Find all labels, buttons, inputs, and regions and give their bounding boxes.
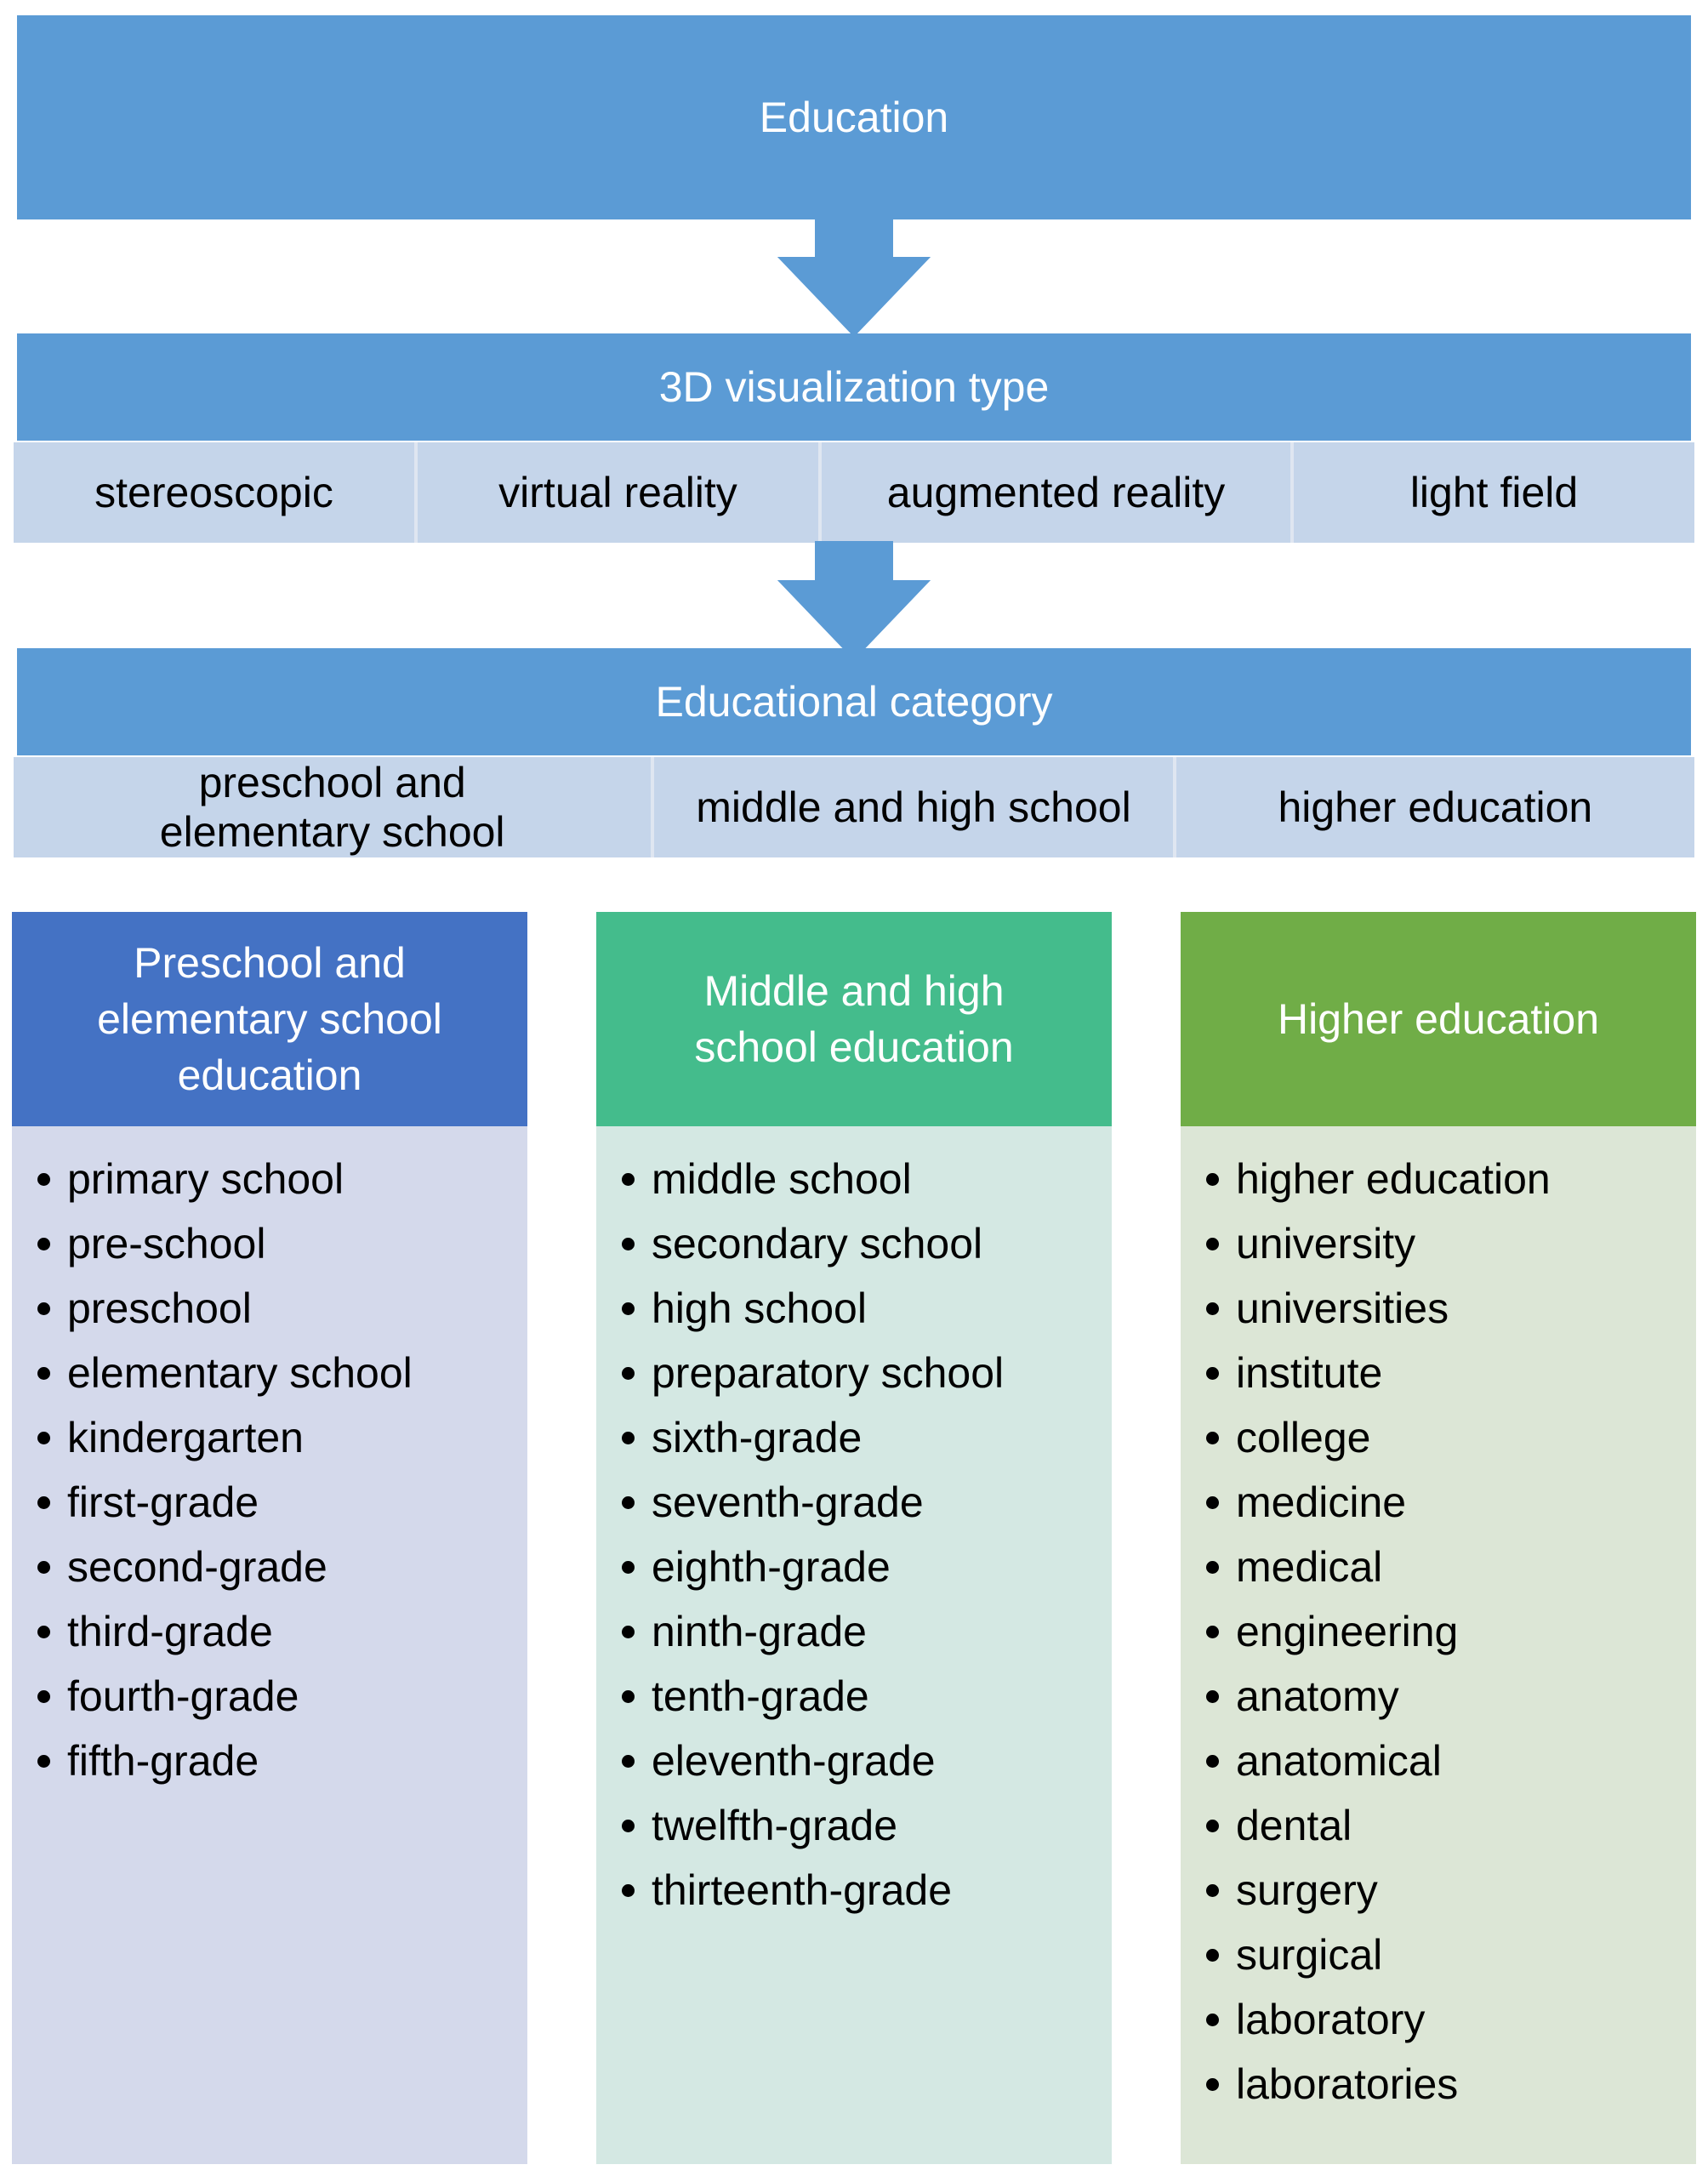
keyword: surgical [1236,1931,1383,1979]
keyword: second-grade [67,1543,327,1591]
list-item [1206,1664,1696,1729]
keyword: primary school [67,1155,344,1203]
bullet-icon [1206,1884,1219,1897]
keyword: seventh-grade [652,1478,924,1526]
keyword: twelfth-grade [652,1802,898,1849]
list-item [1206,1276,1696,1341]
keyword: eleventh-grade [652,1737,936,1785]
education-band [17,15,1691,219]
keyword: first-grade [67,1478,259,1526]
list-item [37,1599,527,1664]
list-item [622,1793,1112,1858]
keyword: engineering [1236,1608,1459,1655]
preschool-column-header [12,912,527,1126]
list-item [622,1535,1112,1599]
educational-category-text: middle and high school [696,783,1131,831]
keyword: universities [1236,1285,1449,1332]
keyword: eighth-grade [652,1543,891,1591]
list-item [622,1341,1112,1405]
visualization-type-text: stereoscopic [94,469,333,516]
keyword: laboratory [1236,1996,1426,2043]
list-item [1206,2052,1696,2116]
list-item [622,1729,1112,1793]
preschool-column-body [12,1126,527,2164]
keyword: tenth-grade [652,1672,869,1720]
bullet-icon [622,1626,635,1638]
down-arrow-icon [777,218,931,345]
list-item [37,1211,527,1276]
keyword-list [622,1147,1112,1923]
keyword: medicine [1236,1478,1407,1526]
higher-education-column [1181,912,1696,2164]
bullet-icon [622,1302,635,1315]
keyword: thirteenth-grade [652,1866,953,1914]
list-item [37,1341,527,1405]
educational-category-text: higher education [1278,783,1593,831]
keyword: fifth-grade [67,1737,259,1785]
list-item [622,1664,1112,1729]
bullet-icon [37,1367,50,1380]
keyword-list [1206,1147,1696,2116]
list-item [37,1147,527,1211]
bullet-icon [37,1496,50,1509]
educational-category-cell [654,757,1172,857]
bullet-icon [622,1690,635,1703]
bullet-icon [1206,2014,1219,2026]
list-item [622,1470,1112,1535]
bullet-icon [37,1432,50,1444]
bullet-icon [1206,1496,1219,1509]
bullet-icon [37,1302,50,1315]
bullet-icon [1206,2078,1219,2091]
visualization-type-cell [14,442,414,543]
keyword: anatomy [1236,1672,1399,1720]
bullet-icon [622,1496,635,1509]
keyword: high school [652,1285,867,1332]
list-item [622,1405,1112,1470]
educational-category-row [14,757,1694,857]
visualization-type-row [14,442,1694,543]
list-item [37,1276,527,1341]
keyword: kindergarten [67,1414,304,1461]
visualization-type-band [17,333,1691,441]
keyword: dental [1236,1802,1352,1849]
bullet-icon [622,1884,635,1897]
visualization-type-text: augmented reality [886,469,1226,516]
visualization-type-cell [418,442,818,543]
keyword: fourth-grade [67,1672,299,1720]
list-item [37,1405,527,1470]
bullet-icon [622,1755,635,1768]
bullet-icon [1206,1755,1219,1768]
bullet-icon [622,1367,635,1380]
bullet-icon [1206,1367,1219,1380]
bullet-icon [622,1432,635,1444]
bullet-icon [1206,1561,1219,1574]
keyword: secondary school [652,1220,983,1267]
list-item [1206,1211,1696,1276]
keyword: university [1236,1220,1416,1267]
list-item [622,1599,1112,1664]
bullet-icon [1206,1432,1219,1444]
list-item [1206,1923,1696,1987]
keyword: laboratories [1236,2060,1459,2108]
visualization-type-text: virtual reality [498,469,737,516]
keyword: elementary school [67,1349,413,1397]
list-item [622,1147,1112,1211]
keyword: college [1236,1414,1371,1461]
list-item [37,1535,527,1599]
bullet-icon [1206,1690,1219,1703]
higher-education-column-body [1181,1126,1696,2164]
bullet-icon [37,1173,50,1186]
visualization-type-cell [1294,442,1694,543]
visualization-type-cell [822,442,1290,543]
bullet-icon [37,1238,50,1250]
bullet-icon [1206,1820,1219,1832]
bullet-icon [1206,1626,1219,1638]
educational-category-cell [14,757,651,857]
educational-category-label: Educational category [655,678,1053,726]
list-item [1206,1535,1696,1599]
bullet-icon [1206,1173,1219,1186]
educational-category-cell [1176,757,1694,857]
keyword: pre-school [67,1220,266,1267]
bullet-icon [37,1690,50,1703]
keyword: medical [1236,1543,1383,1591]
bullet-icon [1206,1238,1219,1250]
column-title: Higher education [1277,995,1600,1043]
bullet-icon [37,1626,50,1638]
list-item [622,1276,1112,1341]
education-label: Education [759,94,949,141]
column-title: Preschool and elementary school education [97,939,442,1099]
preschool-column [12,912,527,2164]
list-item [622,1211,1112,1276]
list-item [37,1729,527,1793]
keyword: preschool [67,1285,252,1332]
list-item [37,1470,527,1535]
bullet-icon [622,1561,635,1574]
list-item [37,1664,527,1729]
visualization-type-label: 3D visualization type [658,363,1050,411]
keyword: surgery [1236,1866,1378,1914]
list-item [1206,1599,1696,1664]
list-item [622,1858,1112,1923]
keyword: higher education [1236,1155,1551,1203]
bullet-icon [37,1755,50,1768]
educational-category-band [17,648,1691,755]
higher-education-column-header [1181,912,1696,1126]
keyword-list [37,1147,527,1793]
keyword: third-grade [67,1608,273,1655]
list-item [1206,1341,1696,1405]
middle-high-column-header [596,912,1112,1126]
list-item [1206,1405,1696,1470]
column-title: Middle and high school education [694,967,1014,1071]
bullet-icon [622,1238,635,1250]
list-item [1206,1793,1696,1858]
educational-category-text: preschool and elementary school [159,759,505,856]
list-item [1206,1147,1696,1211]
list-item [1206,1858,1696,1923]
keyword: sixth-grade [652,1414,863,1461]
keyword: middle school [652,1155,912,1203]
bullet-icon [1206,1302,1219,1315]
bullet-icon [622,1820,635,1832]
list-item [1206,1729,1696,1793]
keyword: ninth-grade [652,1608,867,1655]
middle-high-column-body [596,1126,1112,2164]
bullet-icon [37,1561,50,1574]
keyword: preparatory school [652,1349,1005,1397]
bullet-icon [1206,1949,1219,1962]
keyword: institute [1236,1349,1383,1397]
keyword: anatomical [1236,1737,1442,1785]
list-item [1206,1987,1696,2052]
bullet-icon [622,1173,635,1186]
middle-high-column [596,912,1112,2164]
list-item [1206,1470,1696,1535]
visualization-type-text: light field [1409,469,1579,516]
